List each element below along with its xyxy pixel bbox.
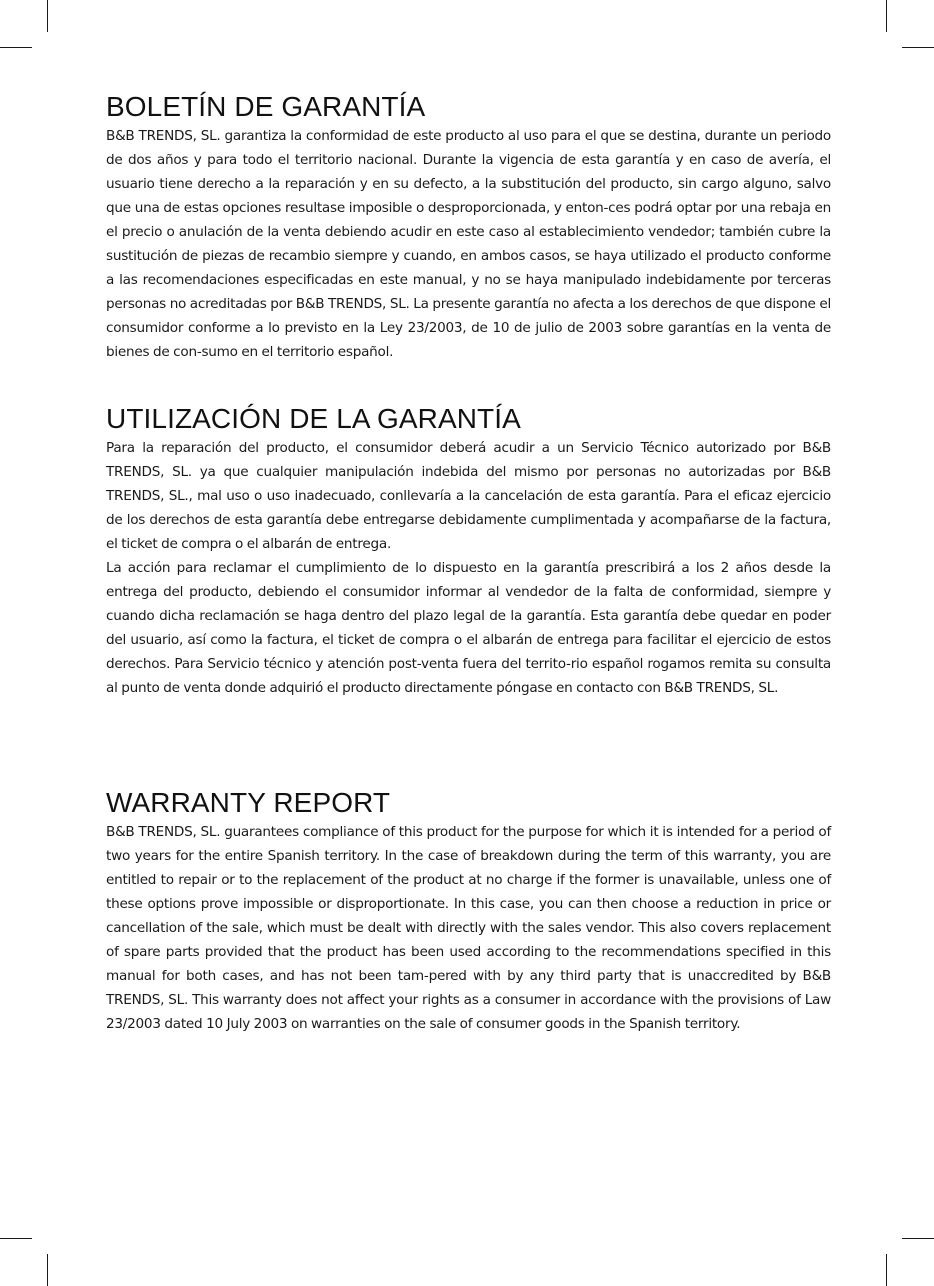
- section-boletin-garantia: [106, 90, 831, 364]
- crop-mark-top-right-vertical: [886, 0, 887, 32]
- section-warranty-report: [106, 786, 831, 1036]
- crop-mark-top-right-horizontal: [902, 47, 934, 48]
- crop-mark-bottom-right-vertical: [886, 1254, 887, 1286]
- crop-mark-top-left-vertical: [47, 0, 48, 32]
- crop-mark-bottom-left-vertical: [47, 1254, 48, 1286]
- section-paragraph: La acción para reclamar el cumplimiento de lo dispuesto en la garantía prescribirá a los 2 años desde la entrega del producto, debiendo el consumidor informar al vendedor de la falta de conformidad, siempre y cuando dicha reclamación se haga dentro del plazo legal de la garantía. Esta garantía debe quedar en poder del usuario, así como la factura, el ticket de compra o el albarán de entrega para facilitar el ejercicio de estos derechos. Para Servicio técnico y atención post-venta fuera del territo-rio español rogamos remita su consulta al punto de venta donde adquirió el producto directamente póngase en contacto con B&B TRENDS, SL.: [106, 560, 831, 696]
- section-paragraph: B&B TRENDS, SL. guarantees compliance of this product for the purpose for which it is intended for a period of two years for the entire Spanish territory. In the case of breakdown during the term of this warranty, you are entitled to repair or to the replacement of the product at no charge if the former is unavailable, unless one of these options prove impossible or disproportionate. In this case, you can then choose a reduction in price or cancellation of the sale, which must be dealt with directly with the sales vendor. This also covers replacement of spare parts provided that the product has been used according to the recommendations specified in this manual for both cases, and has not been tam-pered with by any third party that is unaccredited by B&B TRENDS, SL. This warranty does not affect your rights as a consumer in accordance with the provisions of Law 23/2003 dated 10 July 2003 on warranties on the sale of consumer goods in the Spanish territory.: [106, 824, 831, 1032]
- section-title: BOLETÍN DE GARANTÍA: [106, 91, 426, 122]
- section-paragraph: B&B TRENDS, SL. garantiza la conformidad de este producto al uso para el que se destina, durante un periodo de dos años y para todo el territorio nacional. Durante la vigencia de esta garantía y en caso de avería, el usuario tiene derecho a la reparación y en su defecto, a la substitución del producto, sin cargo alguno, salvo que una de estas opciones resultase imposible o desproporcionada, y enton-ces podrá optar por una rebaja en el precio o anulación de la venta debiendo acudir en este caso al establecimiento vendedor; también cubre la sustitución de piezas de recambio siempre y cuando, en ambos casos, se haya utilizado el producto conforme a las recomendaciones especificadas en este manual, y no se haya manipulado indebidamente por terceras personas no acreditadas por B&B TRENDS, SL. La presente garantía no afecta a los derechos de que dispone el consumidor conforme a lo previsto en la Ley 23/2003, de 10 de julio de 2003 sobre garantías en la venta de bienes de con-sumo en el territorio español.: [106, 128, 831, 360]
- section-paragraph: Para la reparación del producto, el consumidor deberá acudir a un Servicio Técnico autorizado por B&B TRENDS, SL. ya que cualquier manipulación indebida del mismo por personas no autorizadas por B&B TRENDS, SL., mal uso o uso inadecuado, conllevaría a la cancelación de esta garantía. Para el eficaz ejercicio de los derechos de esta garantía debe entregarse debidamente cumplimentada y acompañarse de la factura, el ticket de compra o el albarán de entrega.: [106, 440, 831, 552]
- crop-mark-bottom-left-horizontal: [0, 1238, 32, 1239]
- crop-mark-bottom-right-horizontal: [902, 1238, 934, 1239]
- section-title: WARRANTY REPORT: [106, 787, 391, 818]
- crop-mark-top-left-horizontal: [0, 47, 32, 48]
- section-utilizacion-garantia: [106, 402, 831, 700]
- section-title: UTILIZACIÓN DE LA GARANTÍA: [106, 403, 521, 434]
